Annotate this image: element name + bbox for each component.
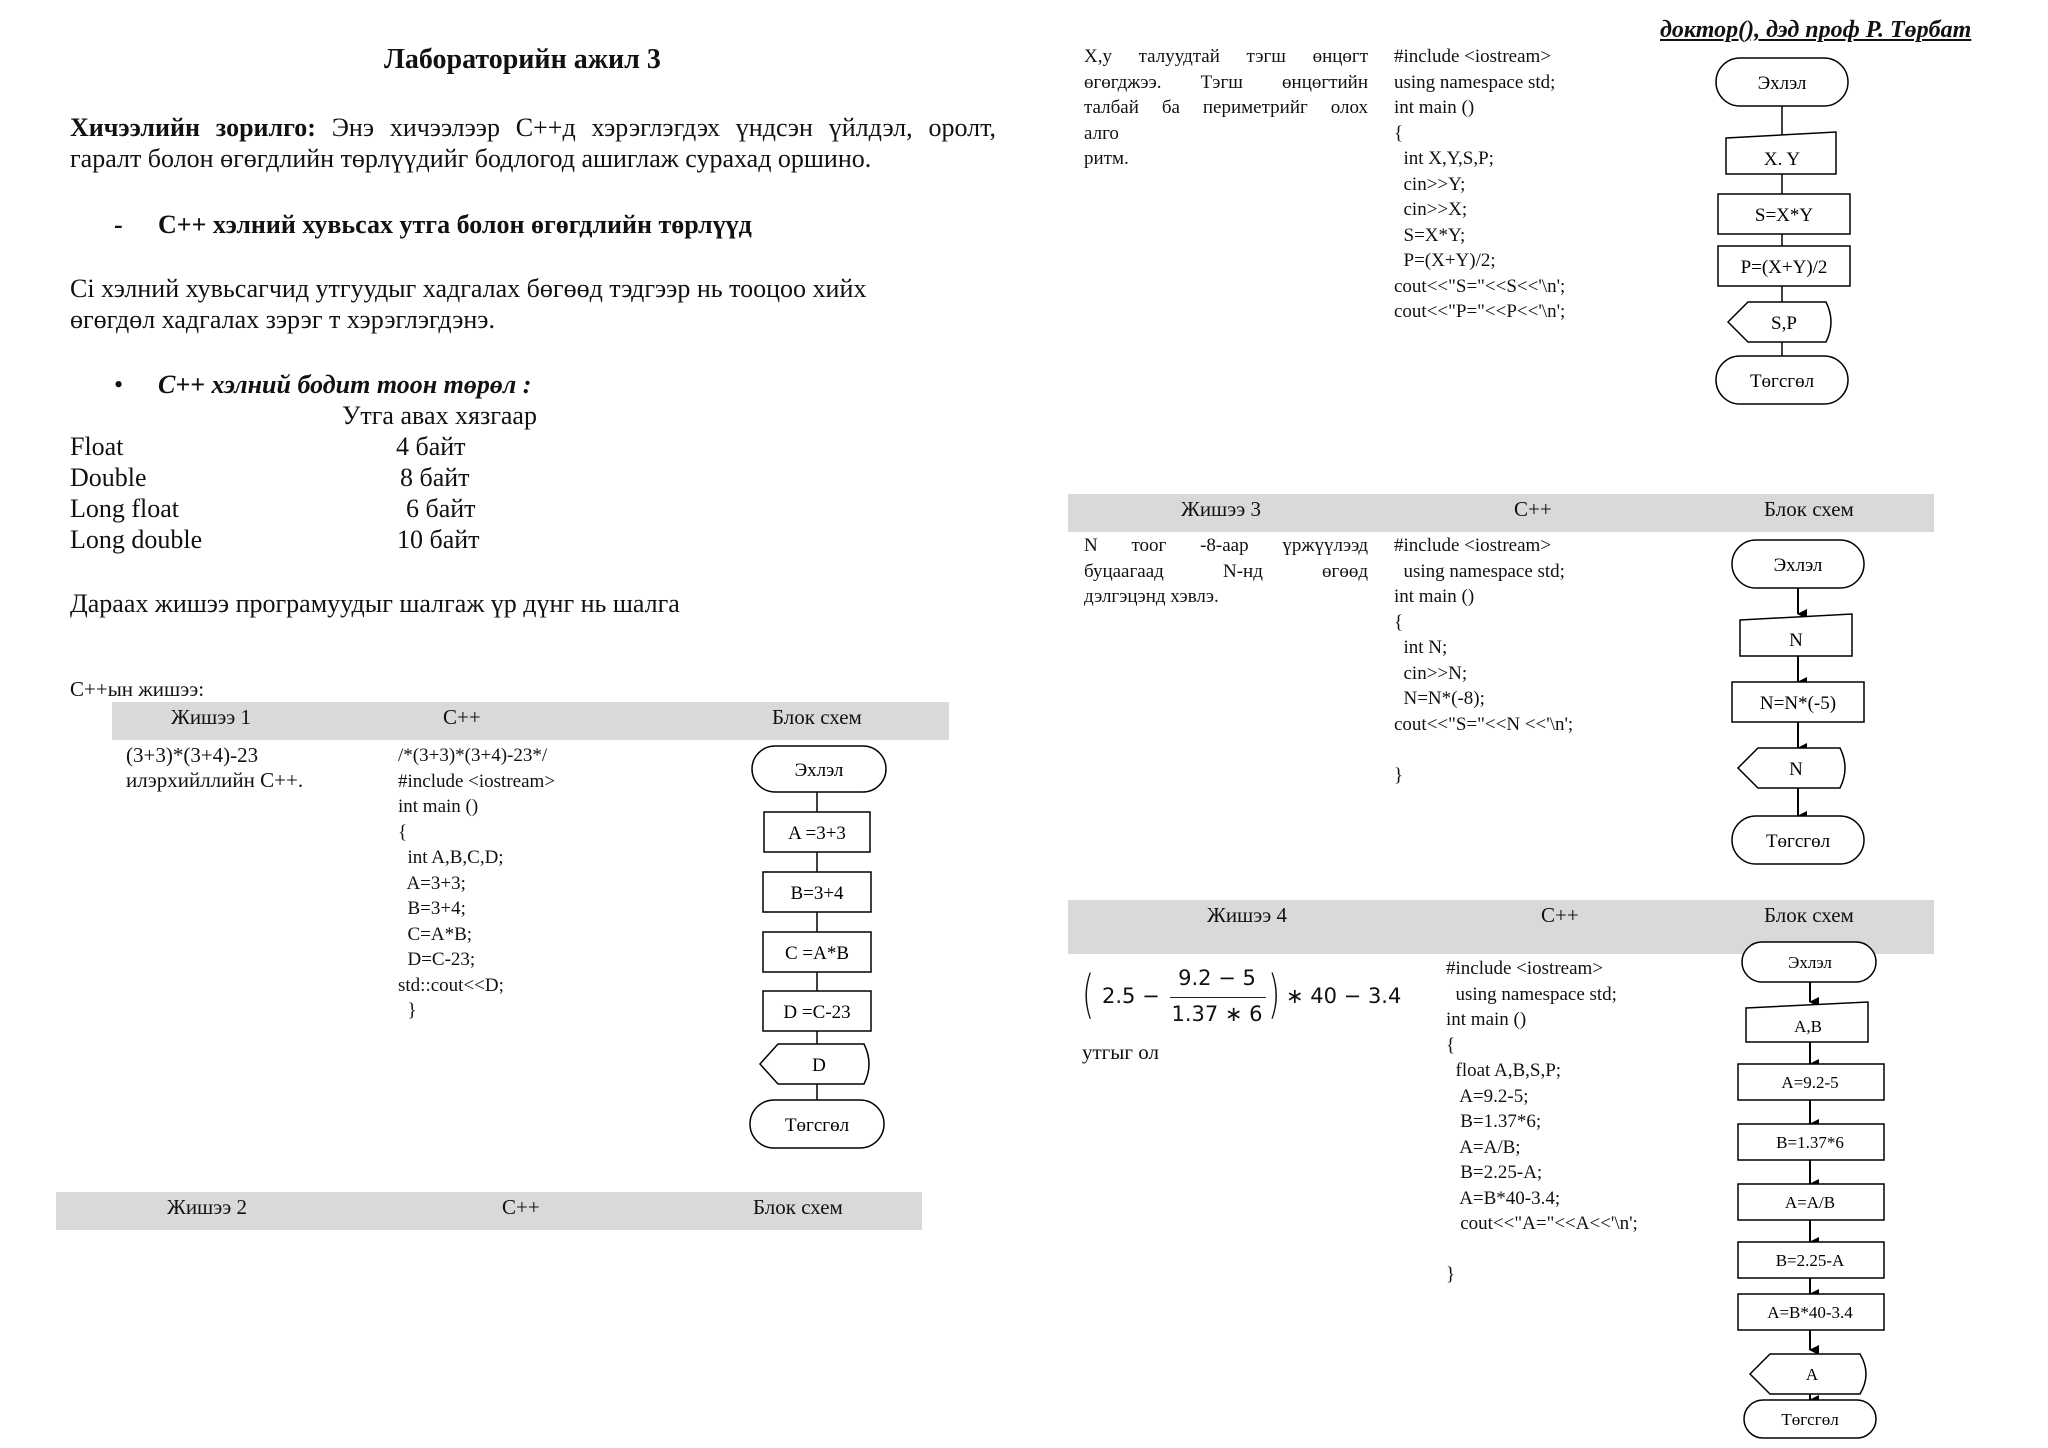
example4-code: #include <iostream> using namespace std; int main () { float A,B,S,P; A=9.2-5; B=1.37*6; A=A/B; B=2.25-A; A=B*40-3.4; cout<<"A="<<A<<'\n'; }: [1446, 958, 1638, 1285]
flow-step3-label: C =A*B: [784, 943, 850, 964]
example4-col-example: Жишээ 4: [1207, 903, 1288, 927]
example3-desc-line3: дэлгэцэнд хэвлэ.: [1084, 586, 1219, 607]
flow-output-label: N: [1789, 759, 1803, 780]
example2-desc-line3: талбай ба периметрийг олох: [1084, 97, 1368, 118]
flow-step1-label: N=N*(-5): [1759, 693, 1837, 714]
expr-part-b: ∗ 40 − 3.4: [1286, 984, 1402, 1008]
flow-step4-label: B=2.25-A: [1775, 1251, 1845, 1270]
flow-start-label: Эхлэл: [1788, 953, 1832, 972]
section-dash: -: [114, 210, 123, 239]
author-header: доктор(), дэд проф Р. Төрбат: [1660, 17, 1972, 43]
objective-label: Хичээлийн зорилго:: [70, 113, 316, 142]
flow-step3-label: A=A/B: [1784, 1193, 1836, 1212]
section-heading: [114, 209, 752, 240]
example1-desc-line1: (3+3)*(3+4)-23: [126, 743, 259, 767]
flow-step1-label: S=X*Y: [1754, 205, 1814, 226]
examples-label: С++ын жишээ:: [70, 677, 205, 701]
flow-step2-label: P=(X+Y)/2: [1740, 257, 1828, 278]
example1-col-example: Жишээ 1: [171, 705, 252, 729]
type-size: 10 байт: [397, 525, 480, 554]
example1-description: [126, 743, 303, 793]
type-name: Float: [70, 432, 124, 461]
flow-output-label: S,P: [1771, 313, 1797, 334]
example2-desc-line2: өгөгджээ. Тэгш өнцөгтийн: [1084, 71, 1368, 93]
flow-end-label: Төгсгөл: [1781, 1410, 1839, 1429]
example4-description: утгыг ол: [1082, 1040, 1159, 1064]
paragraph-line2: өгөгдөл хадгалах зэрэг т хэрэглэгдэнэ.: [70, 305, 495, 334]
example2-desc-line5: ритм.: [1084, 148, 1129, 169]
example1-flowchart: [740, 742, 900, 1152]
range-header: Утга авах хязгаар: [342, 401, 537, 430]
flow-end-label: Төгсгөл: [1749, 371, 1815, 392]
example3-col-example: Жишээ 3: [1181, 497, 1262, 521]
flow-start-label: Эхлэл: [794, 760, 844, 781]
flow-end-label: Төгсгөл: [784, 1115, 850, 1136]
objective: [70, 112, 996, 174]
left-paren-glyph: (: [1082, 965, 1095, 1025]
flow-start-label: Эхлэл: [1757, 73, 1807, 94]
bullet-icon: •: [114, 370, 124, 399]
example4-expression: [1082, 964, 1402, 1032]
section-heading-text: С++ хэлний хувьсах утга болон өгөгдлийн төрлүүд: [158, 210, 752, 239]
real-types-heading-text: С++ хэлний бодит тоон төрөл :: [158, 370, 532, 399]
types-table: [70, 431, 530, 555]
expr-part-a: 2.5 −: [1102, 984, 1160, 1008]
example3-desc-line2: буцаагаад N-нд өгөөд: [1084, 560, 1368, 582]
flow-output-label: A: [1805, 1365, 1819, 1384]
example1-col-cpp: C++: [443, 705, 481, 729]
flow-end-label: Төгсгөл: [1765, 831, 1831, 852]
example4-col-cpp: C++: [1541, 903, 1579, 927]
flow-step2-label: B=1.37*6: [1776, 1133, 1844, 1152]
instruction: Дараах жишээ програмуудыг шалгаж үр дүнг нь шалга: [70, 589, 680, 618]
type-row: [70, 462, 530, 493]
type-row: [70, 431, 530, 462]
example3-col-flowchart: Блок схем: [1764, 497, 1854, 521]
example2-col-cpp: C++: [502, 1195, 540, 1219]
example1-code: /*(3+3)*(3+4)-23*/ #include <iostream> int main () { int A,B,C,D; A=3+3; B=3+4; C=A*B; D=C-23; std::cout<<D; }: [398, 745, 556, 1021]
example3-flowchart: [1716, 538, 1886, 874]
example3-header-bar: [1068, 494, 1934, 532]
example4-flowchart: [1730, 940, 1900, 1440]
fraction-bar: [1170, 997, 1266, 998]
real-types-heading: [114, 369, 532, 400]
example2-desc-line4: алго: [1084, 122, 1119, 144]
example1-header-bar: [112, 702, 949, 740]
example2-header-bar: [56, 1192, 922, 1230]
objective-line1: Энэ хичээлээр С++д хэрэглэгдэх үндсэн үйлдэл, оролт,: [331, 113, 997, 142]
expr-denominator: 1.37 ∗ 6: [1171, 1002, 1263, 1026]
example1-desc-line2: илэрхийллийн С++.: [126, 768, 304, 792]
expr-numerator: 9.2 − 5: [1178, 966, 1256, 990]
page-title: Лабораторийн ажил 3: [384, 44, 661, 75]
example2-code: #include <iostream> using namespace std; int main () { int X,Y,S,P; cin>>Y; cin>>X; S=X*Y; P=(X+Y)/2; cout<<"S="<<S<<'\n'; cout<<"P="<<P<<'\n';: [1394, 46, 1566, 322]
example2-description: [1084, 44, 1368, 172]
type-size: 8 байт: [400, 463, 470, 492]
example2-flowchart: [1700, 54, 1900, 414]
type-row: [70, 493, 530, 524]
example3-code: #include <iostream> using namespace std; int main () { int N; cin>>N; N=N*(-8); cout<<"S="<<N <<'\n'; }: [1394, 535, 1574, 786]
paragraph: [70, 273, 866, 335]
paragraph-line1: Сі хэлний хувьсагчид утгуудыг хадгалах бөгөөд тэдгээр нь тооцоо хийх: [70, 274, 867, 303]
type-name: Long float: [70, 494, 180, 523]
flow-step1-label: A=9.2-5: [1781, 1073, 1839, 1092]
flow-step2-label: B=3+4: [790, 883, 844, 904]
example3-col-cpp: C++: [1514, 497, 1552, 521]
example2-col-example: Жишээ 2: [167, 1195, 248, 1219]
example1-col-flowchart: Блок схем: [772, 705, 862, 729]
flow-input-label: N: [1789, 630, 1803, 651]
example4-col-flowchart: Блок схем: [1764, 903, 1854, 927]
objective-line2: гаралт болон өгөгдлийн төрлүүдийг бодлогод ашиглаж сурахад оршино.: [70, 144, 872, 173]
type-name: Long double: [70, 525, 203, 554]
type-row: [70, 524, 530, 555]
flow-input-label: A,B: [1794, 1017, 1822, 1036]
type-name: Double: [70, 463, 147, 492]
flow-step4-label: D =C-23: [783, 1002, 851, 1023]
example2-col-flowchart: Блок схем: [753, 1195, 843, 1219]
example2-desc-line1: X,у талуудтай тэгш өнцөгт: [1084, 46, 1368, 67]
flow-start-label: Эхлэл: [1773, 555, 1823, 576]
flow-step5-label: A=B*40-3.4: [1767, 1303, 1853, 1322]
flow-output-label: D: [812, 1055, 826, 1076]
type-size: 6 байт: [406, 494, 476, 523]
flow-step1-label: A =3+3: [788, 823, 846, 844]
right-paren-glyph: ): [1268, 965, 1281, 1025]
type-size: 4 байт: [396, 432, 466, 461]
flow-input-label: X. Y: [1763, 149, 1801, 170]
example3-desc-line1: N тоог -8-аар үржүүлээд: [1084, 535, 1368, 556]
example3-description: [1084, 533, 1368, 610]
